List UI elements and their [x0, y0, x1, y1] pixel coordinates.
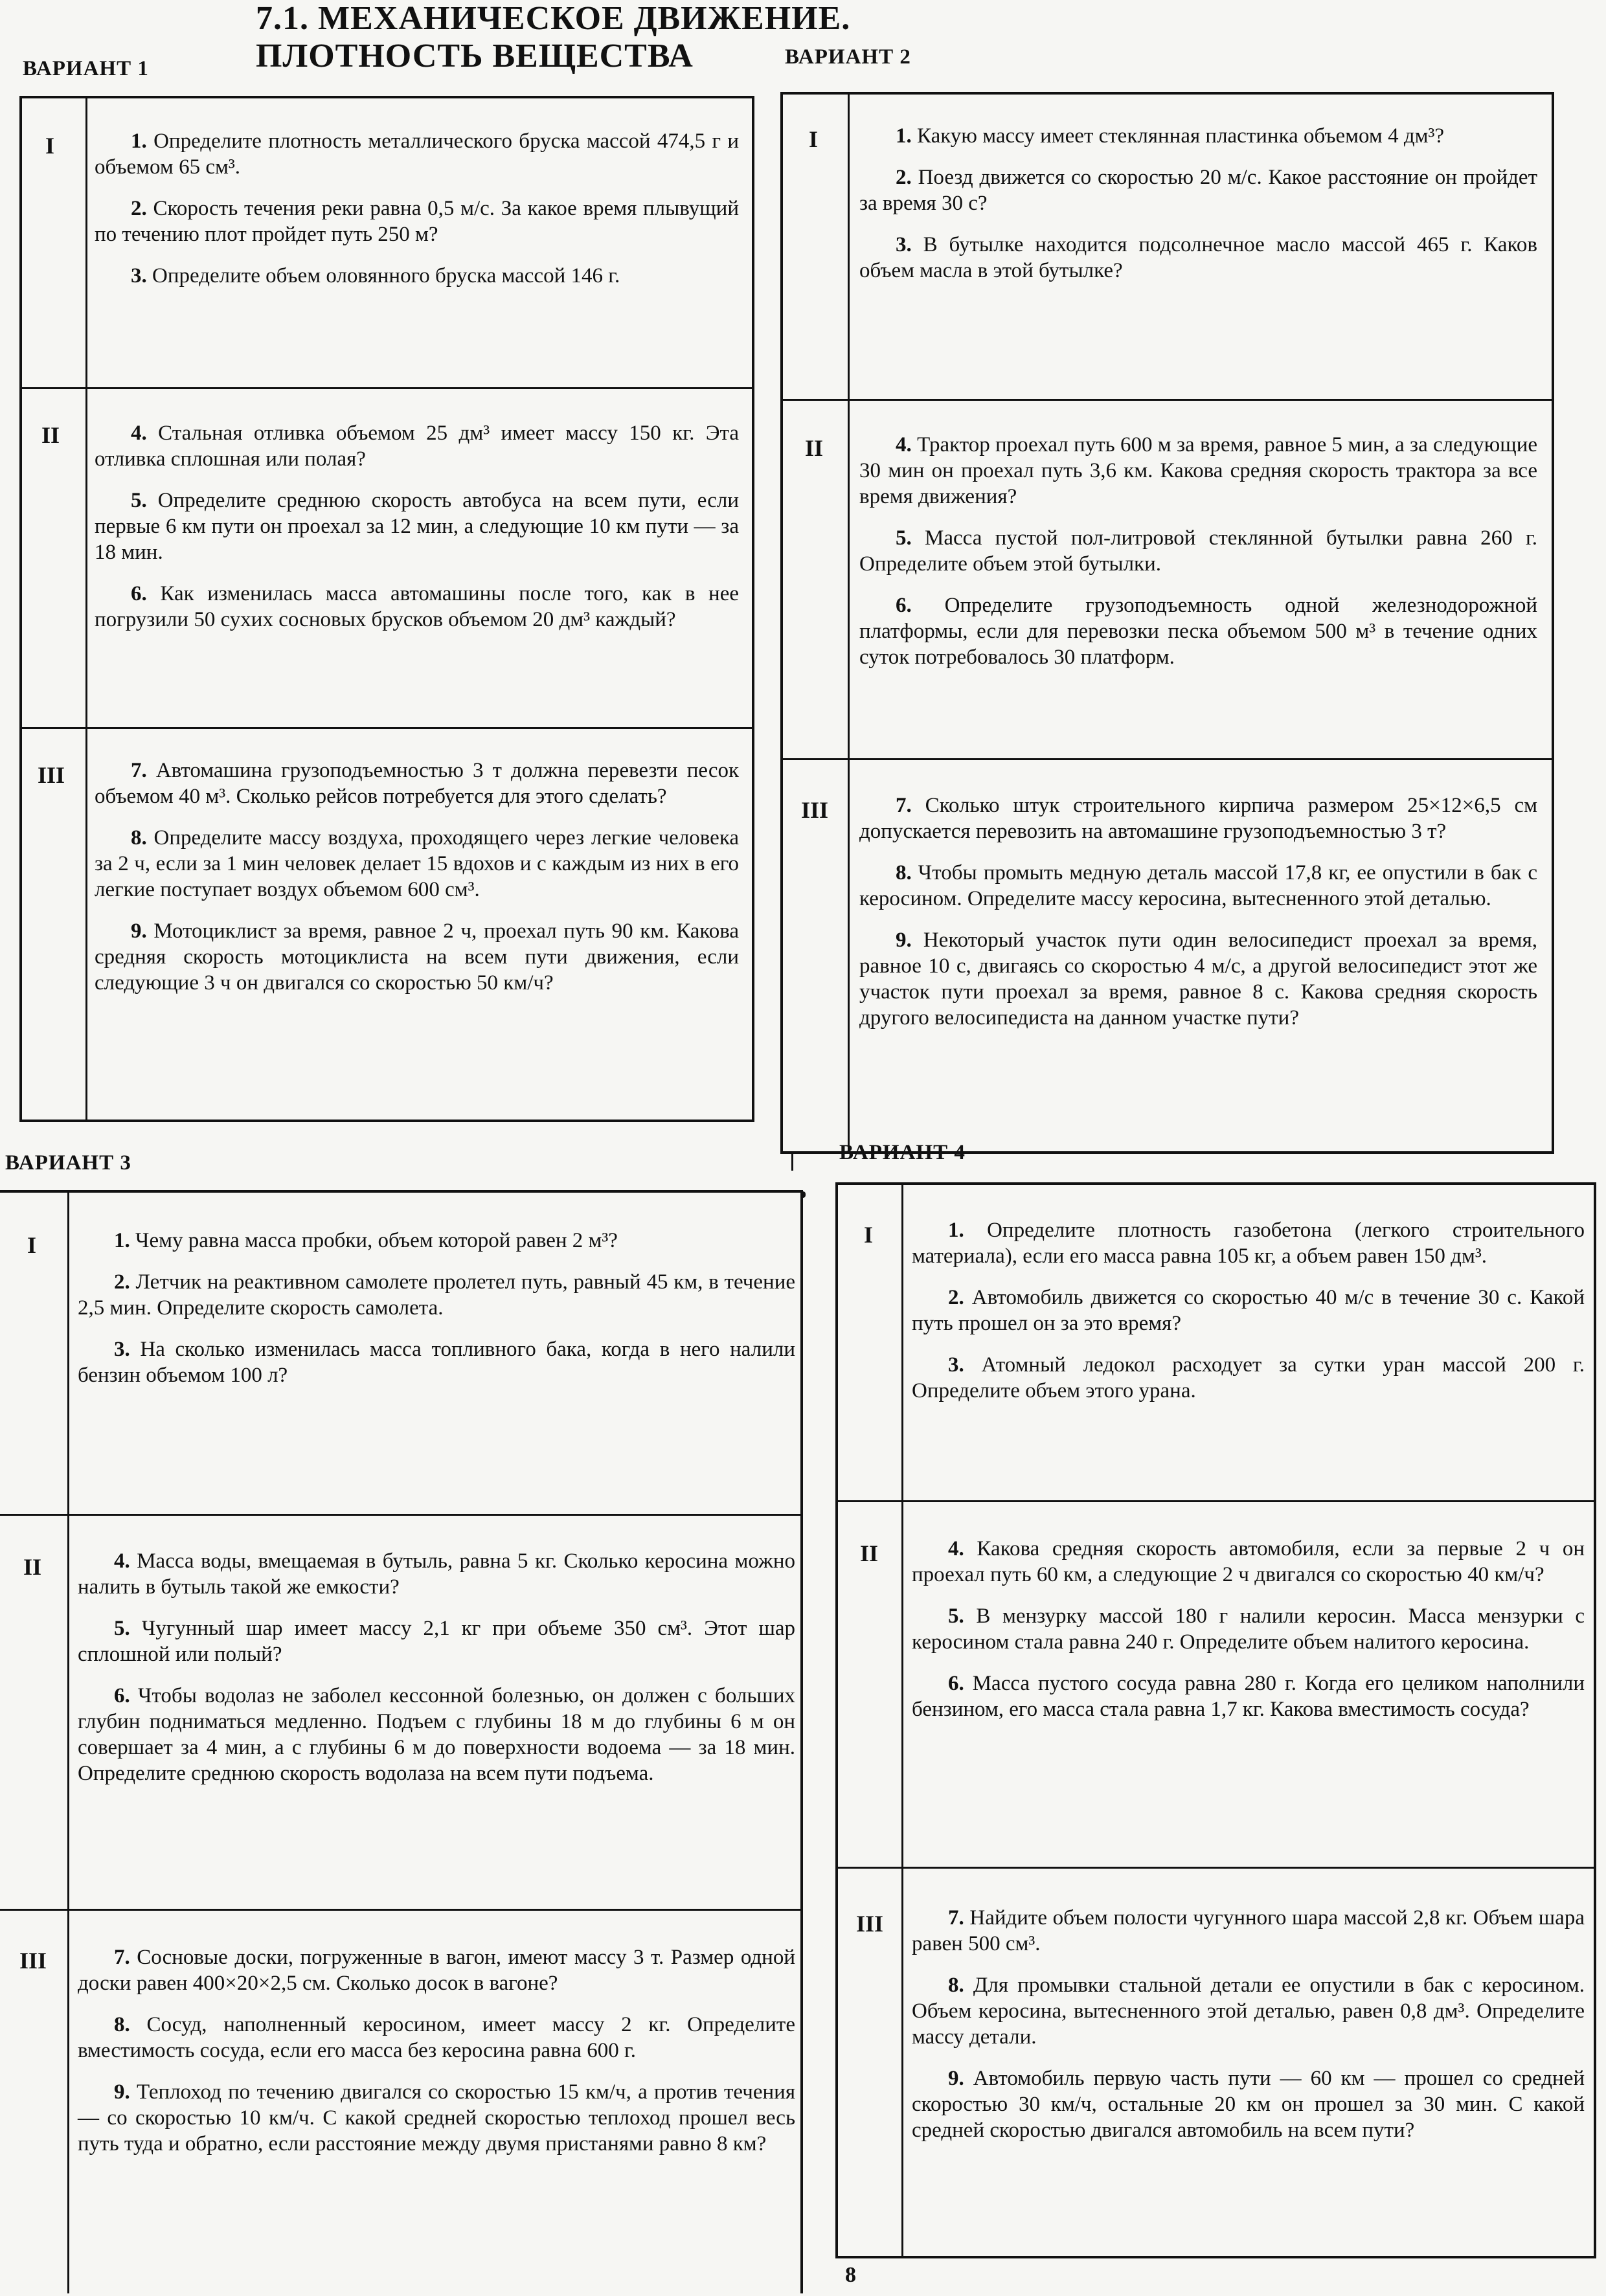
task-list	[78, 1548, 795, 1802]
task-list	[78, 1944, 795, 2172]
variant-1-table	[19, 96, 754, 1122]
section-numeral: I	[864, 1222, 874, 1248]
scan-mark	[791, 1154, 793, 1171]
variant-4-table	[835, 1182, 1596, 2258]
scan-mark	[800, 1191, 806, 1198]
section-numeral: I	[27, 1232, 37, 1258]
task-list	[859, 123, 1537, 299]
variant-3-table	[0, 1190, 803, 2293]
variant-4-section-2	[838, 1500, 1594, 1867]
task-list	[95, 758, 739, 1011]
variant-2-section-3	[783, 758, 1552, 1154]
section-numeral: I	[809, 126, 819, 152]
task-item: 8. Сосуд, наполненный керосином, имеет массу 2 кг. Определите вместимость сосуда, если его масса без керосина равна 600 г.	[78, 2013, 795, 2062]
variant-3-section-1	[0, 1193, 800, 1514]
task-item: 6. Масса пустого сосуда равна 280 г. Когда его целиком наполнили бензином, его масса стала равна 1,7 кг. Какова вместимость сосуда?	[912, 1672, 1585, 1721]
variant-2-section-2	[783, 399, 1552, 758]
section-numeral: I	[45, 133, 55, 159]
task-list	[912, 1536, 1585, 1738]
task-item: 2. Летчик на реактивном самолете пролетел путь, равный 45 км, в течение 2,5 мин. Определите скорость самолета.	[78, 1270, 796, 1320]
task-item: 3. На сколько изменилась масса топливного бака, когда в него налили бензин объемом 100 л?	[78, 1338, 795, 1387]
task-item: 5. Масса пустой пол-литровой стеклянной бутылки равна 260 г. Определите объем этой бутылки.	[859, 526, 1538, 576]
variant-2-table	[780, 92, 1554, 1154]
section-numeral: III	[19, 1948, 47, 1974]
variant-4-section-3	[838, 1867, 1594, 2258]
task-item: 6. Как изменилась масса автомашины после того, как в нее погрузили 50 сухих сосновых брусков объемом 20 дм³ каждый?	[95, 582, 739, 631]
section-numeral: II	[41, 422, 60, 448]
page-number: 8	[845, 2263, 856, 2287]
task-list	[78, 1228, 795, 1404]
variant-4-label: ВАРИАНТ 4	[839, 1141, 966, 1164]
task-item: 4. Масса воды, вмещаемая в бутыль, равна 5 кг. Сколько керосина можно налить в бутыль такой же емкости?	[78, 1549, 796, 1599]
task-list	[859, 793, 1537, 1046]
task-item: 1. Определите плотность газобетона (легкого строительного материала), если его масса равна 105 кг, а объем равен 150 дм³.	[912, 1219, 1585, 1268]
variant-2-label: ВАРИАНТ 2	[785, 45, 911, 69]
task-item: 2. Поезд движется со скоростью 20 м/с. Какое расстояние он пройдет за время 30 с?	[859, 166, 1537, 215]
task-item: 8. Чтобы промыть медную деталь массой 17,8 кг, ее опустили в бак с керосином. Определите массу керосина, вытесненного этой деталью.	[859, 861, 1538, 910]
task-item: 7. Сосновые доски, погруженные в вагон, имеют массу 3 т. Размер одной доски равен 400×20×2,5 см. Сколько досок в вагоне?	[78, 1946, 795, 1995]
task-item: 3. Атомный ледокол расходует за сутки уран массой 200 г. Определите объем этого урана.	[912, 1353, 1585, 1402]
task-item: 8. Для промывки стальной детали ее опустили в бак с керосином. Объем керосина, вытесненного этой деталью, равен 0,8 дм³. Определите массу детали.	[912, 1974, 1585, 2049]
variant-3-section-3	[0, 1909, 800, 2296]
task-item: 2. Автомобиль движется со скоростью 40 м/с в течение 30 с. Какой путь прошел он за это время?	[912, 1286, 1585, 1335]
task-item: 9. Автомобиль первую часть пути — 60 км — прошел со средней скоростью 30 км/ч, остальные 20 км он прошел за 30 мин. С какой средней скоростью двигался автомобиль на всем пути?	[912, 2067, 1585, 2142]
task-item: 6. Чтобы водолаз не заболел кессонной болезнью, он должен с больших глубин подниматься медленно. Подъем с глубины 18 м до глубины 6 м он совершает за 4 мин, а с глубины 6 м до поверхности водоема — за 18 мин. Определите среднюю скорость водолаза на всем пути подъема.	[78, 1684, 795, 1785]
task-item: 6. Определите грузоподъемность одной железнодорожной платформы, если для перевозки песка объемом 500 м³ в течение одних суток потребовалось 30 платформ.	[859, 594, 1537, 669]
section-numeral: III	[856, 1911, 884, 1937]
task-item: 5. Определите среднюю скорость автобуса на всем пути, если первые 6 км пути он проехал за 12 мин, а следующие 10 км пути — за 18 мин.	[95, 489, 740, 564]
task-item: 4. Какова средняя скорость автомобиля, если за первые 2 ч он проехал путь 60 км, а следующие 2 ч двигался со скоростью 40 км/ч?	[912, 1537, 1585, 1586]
task-item: 1. Определите плотность металлического бруска массой 474,5 г и объемом 65 см³.	[95, 129, 740, 179]
task-item: 3. В бутылке находится подсолнечное масло массой 465 г. Каков объем масла в этой бутылке?	[859, 233, 1537, 282]
section-numeral: III	[38, 762, 65, 788]
title-line-2: ПЛОТНОСТЬ ВЕЩЕСТВА	[256, 38, 694, 74]
title-line-1: 7.1. МЕХАНИЧЕСКОЕ ДВИЖЕНИЕ.	[256, 0, 851, 37]
section-numeral: III	[801, 797, 829, 823]
task-item: 9. Теплоход по течению двигался со скоростью 15 км/ч, а против течения — со скоростью 10 км/ч. С какой средней скоростью теплоход прошел весь путь туда и обратно, если расстояние между двумя пристанями равно 8 км?	[78, 2080, 795, 2155]
task-list	[912, 1905, 1585, 2159]
variant-2-section-1	[783, 95, 1552, 399]
task-item: 5. В мензурку массой 180 г налили керосин. Масса мензурки с керосином стала равна 240 г. Определите объем налитого керосина.	[912, 1604, 1585, 1654]
variant-1-label: ВАРИАНТ 1	[23, 57, 149, 80]
task-item: 4. Стальная отливка объемом 25 дм³ имеет массу 150 кг. Эта отливка сплошная или полая?	[95, 422, 739, 471]
task-item: 7. Найдите объем полости чугунного шара массой 2,8 кг. Объем шара равен 500 см³.	[912, 1906, 1585, 1955]
task-item: 5. Чугунный шар имеет массу 2,1 кг при объеме 350 см³. Этот шар сплошной или полый?	[78, 1617, 796, 1666]
task-item: 2. Скорость течения реки равна 0,5 м/с. За какое время плывущий по течению плот пройдет путь 250 м?	[95, 197, 739, 246]
section-numeral: II	[860, 1540, 879, 1566]
task-item: 7. Автомашина грузоподъемностью 3 т должна перевезти песок объемом 40 м³. Сколько рейсов потребуется для этого сделать?	[95, 759, 739, 808]
variant-4-section-1	[838, 1185, 1594, 1500]
task-item: 1. Чему равна масса пробки, объем которой равен 2 м³?	[114, 1229, 618, 1252]
task-item: 9. Мотоциклист за время, равное 2 ч, проехал путь 90 км. Какова средняя скорость мотоциклиста на всем пути движения, если следующие 3 ч он двигался со скоростью 50 км/ч?	[95, 919, 739, 995]
section-numeral: II	[23, 1554, 42, 1580]
variant-3-label: ВАРИАНТ 3	[5, 1151, 131, 1175]
section-numeral: II	[805, 435, 824, 461]
task-item: 7. Сколько штук строительного кирпича размером 25×12×6,5 см допускается перевозить на автомашине грузоподъемностью 3 т?	[859, 794, 1538, 843]
variant-1-section-1	[22, 98, 752, 387]
variant-1-section-2	[22, 387, 752, 727]
task-item: 9. Некоторый участок пути один велосипедист проехал за время, равное 10 с, двигаясь со скоростью 4 м/с, а другой велосипедист этот же участок пути проехал за время, равное 8 с. Какова средняя скорость другого велосипедиста на данном участке пути?	[859, 929, 1537, 1030]
task-item: 4. Трактор проехал путь 600 м за время, равное 5 мин, а за следующие 30 мин он проехал путь 3,6 км. Какова средняя скорость трактора за все время движения?	[859, 433, 1538, 508]
task-list	[95, 420, 739, 648]
task-list	[859, 432, 1537, 686]
task-item: 3. Определите объем оловянного бруска массой 146 г.	[131, 264, 620, 287]
variant-3-section-2	[0, 1514, 800, 1909]
variant-1-section-3	[22, 727, 752, 1122]
task-list	[95, 128, 739, 304]
task-item: 1. Какую массу имеет стеклянная пластинка объемом 4 дм³?	[896, 124, 1445, 148]
task-list	[912, 1217, 1585, 1419]
page-title	[256, 0, 850, 75]
task-item: 8. Определите массу воздуха, проходящего через легкие человека за 2 ч, если за 1 мин человек делает 15 вдохов и с каждым из них в его легкие поступает воздух объемом 600 см³.	[95, 826, 740, 901]
